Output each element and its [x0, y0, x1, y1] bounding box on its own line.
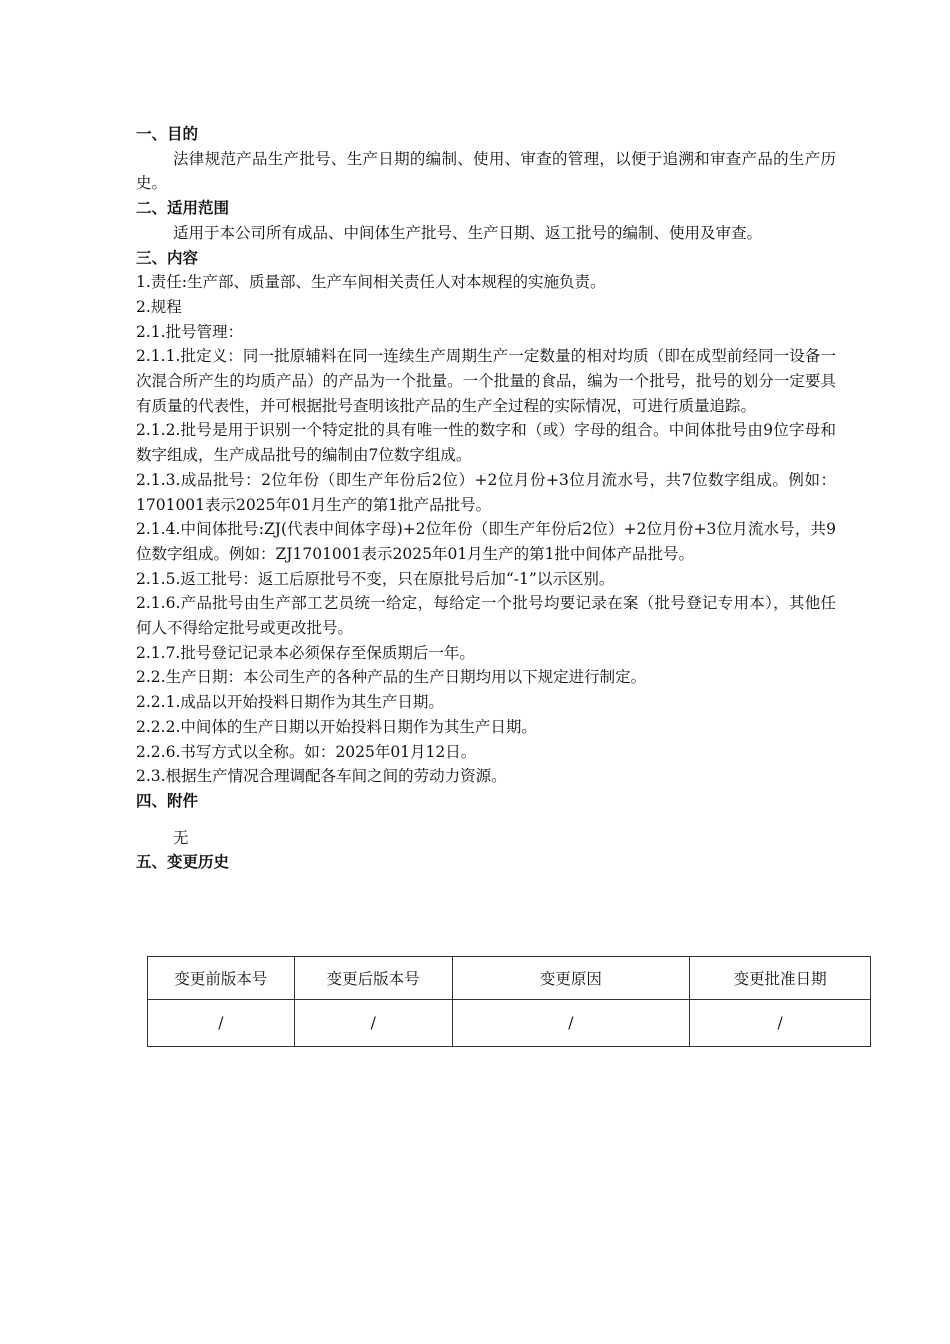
section-3-title: 三、内容	[136, 248, 199, 267]
content-item: 2.1.4.中间体批号:ZJ(代表中间体字母)+2位年份（即生产年份后2位）+2位月份+3位月流水号，共9位数字组成。例如：ZJ1701001表示2025年01月生产的第1批中间体产品批号。	[136, 520, 836, 563]
section-2-title: 二、适用范围	[136, 199, 230, 218]
table-cell: /	[690, 1000, 871, 1047]
table-header-cell: 变更批准日期	[690, 957, 871, 1000]
spacer	[136, 814, 836, 826]
content-item: 2.2.1.成品以开始投料日期作为其生产日期。	[136, 693, 444, 712]
table-cell: /	[294, 1000, 452, 1047]
section-1-body: 法律规范产品生产批号、生产日期的编制、使用、审查的管理，以便于追溯和审查产品的生产历史。	[136, 149, 836, 193]
content-item: 2.1.6.产品批号由生产部工艺员统一给定，每给定一个批号均要记录在案（批号登记专用本），其他任何人不得给定批号或更改批号。	[136, 594, 836, 638]
content-item: 2.1.1.批定义：同一批原辅料在同一连续生产周期生产一定数量的相对均质（即在成型前经同一设备一次混合所产生的均质产品）的产品为一个批量。一个批量的食品，编为一个批号，批号的划分一定要具有质量的代表性，并可根据批号查明该批产品的生产全过程的实际情况，可进行质量追踪。	[136, 347, 836, 415]
section-1-title: 一、目的	[136, 125, 199, 143]
table-header-row	[148, 957, 871, 1000]
table-row	[148, 1000, 871, 1047]
section-4-title: 四、附件	[136, 791, 199, 810]
content-item: 2.1.批号管理：	[136, 322, 244, 341]
content-item: 2.1.7.批号登记记录本必须保存至保质期后一年。	[136, 643, 475, 662]
change-history-table	[147, 956, 871, 1047]
section-4-body: 无	[173, 828, 189, 847]
document-body	[136, 122, 836, 875]
content-item: 2.1.3.成品批号：2位年份（即生产年份后2位）+2位月份+3位月流水号，共7位数字组成。例如：1701001表示2025年01月生产的第1批产品批号。	[136, 470, 836, 514]
content-item: 2.1.2.批号是用于识别一个特定批的具有唯一性的数字和（或）字母的组合。中间体批号由9位字母和数字组成，生产成品批号的编制由7位数字组成。	[136, 421, 836, 465]
content-item: 2.2.2.中间体的生产日期以开始投料日期作为其生产日期。	[136, 717, 537, 736]
content-item: 2.2.6.书写方式以全称。如：2025年01月12日。	[136, 742, 477, 761]
content-item: 2.3.根据生产情况合理调配各车间之间的劳动力资源。	[136, 767, 507, 786]
content-item: 2.1.5.返工批号：返工后原批号不变，只在原批号后加“-1”以示区别。	[136, 569, 615, 588]
content-item: 1.责任:生产部、质量部、生产车间相关责任人对本规程的实施负责。	[136, 273, 606, 292]
table-header-cell: 变更后版本号	[294, 957, 452, 1000]
section-2-body: 适用于本公司所有成品、中间体生产批号、生产日期、返工批号的编制、使用及审查。	[173, 223, 763, 242]
content-item: 2.2.生产日期：本公司生产的各种产品的生产日期均用以下规定进行制定。	[136, 668, 647, 687]
table-header-cell: 变更原因	[452, 957, 690, 1000]
table-header-cell: 变更前版本号	[148, 957, 295, 1000]
table-cell: /	[452, 1000, 690, 1047]
content-item: 2.规程	[136, 297, 182, 316]
table-cell: /	[148, 1000, 295, 1047]
section-5-title: 五、变更历史	[136, 853, 230, 872]
